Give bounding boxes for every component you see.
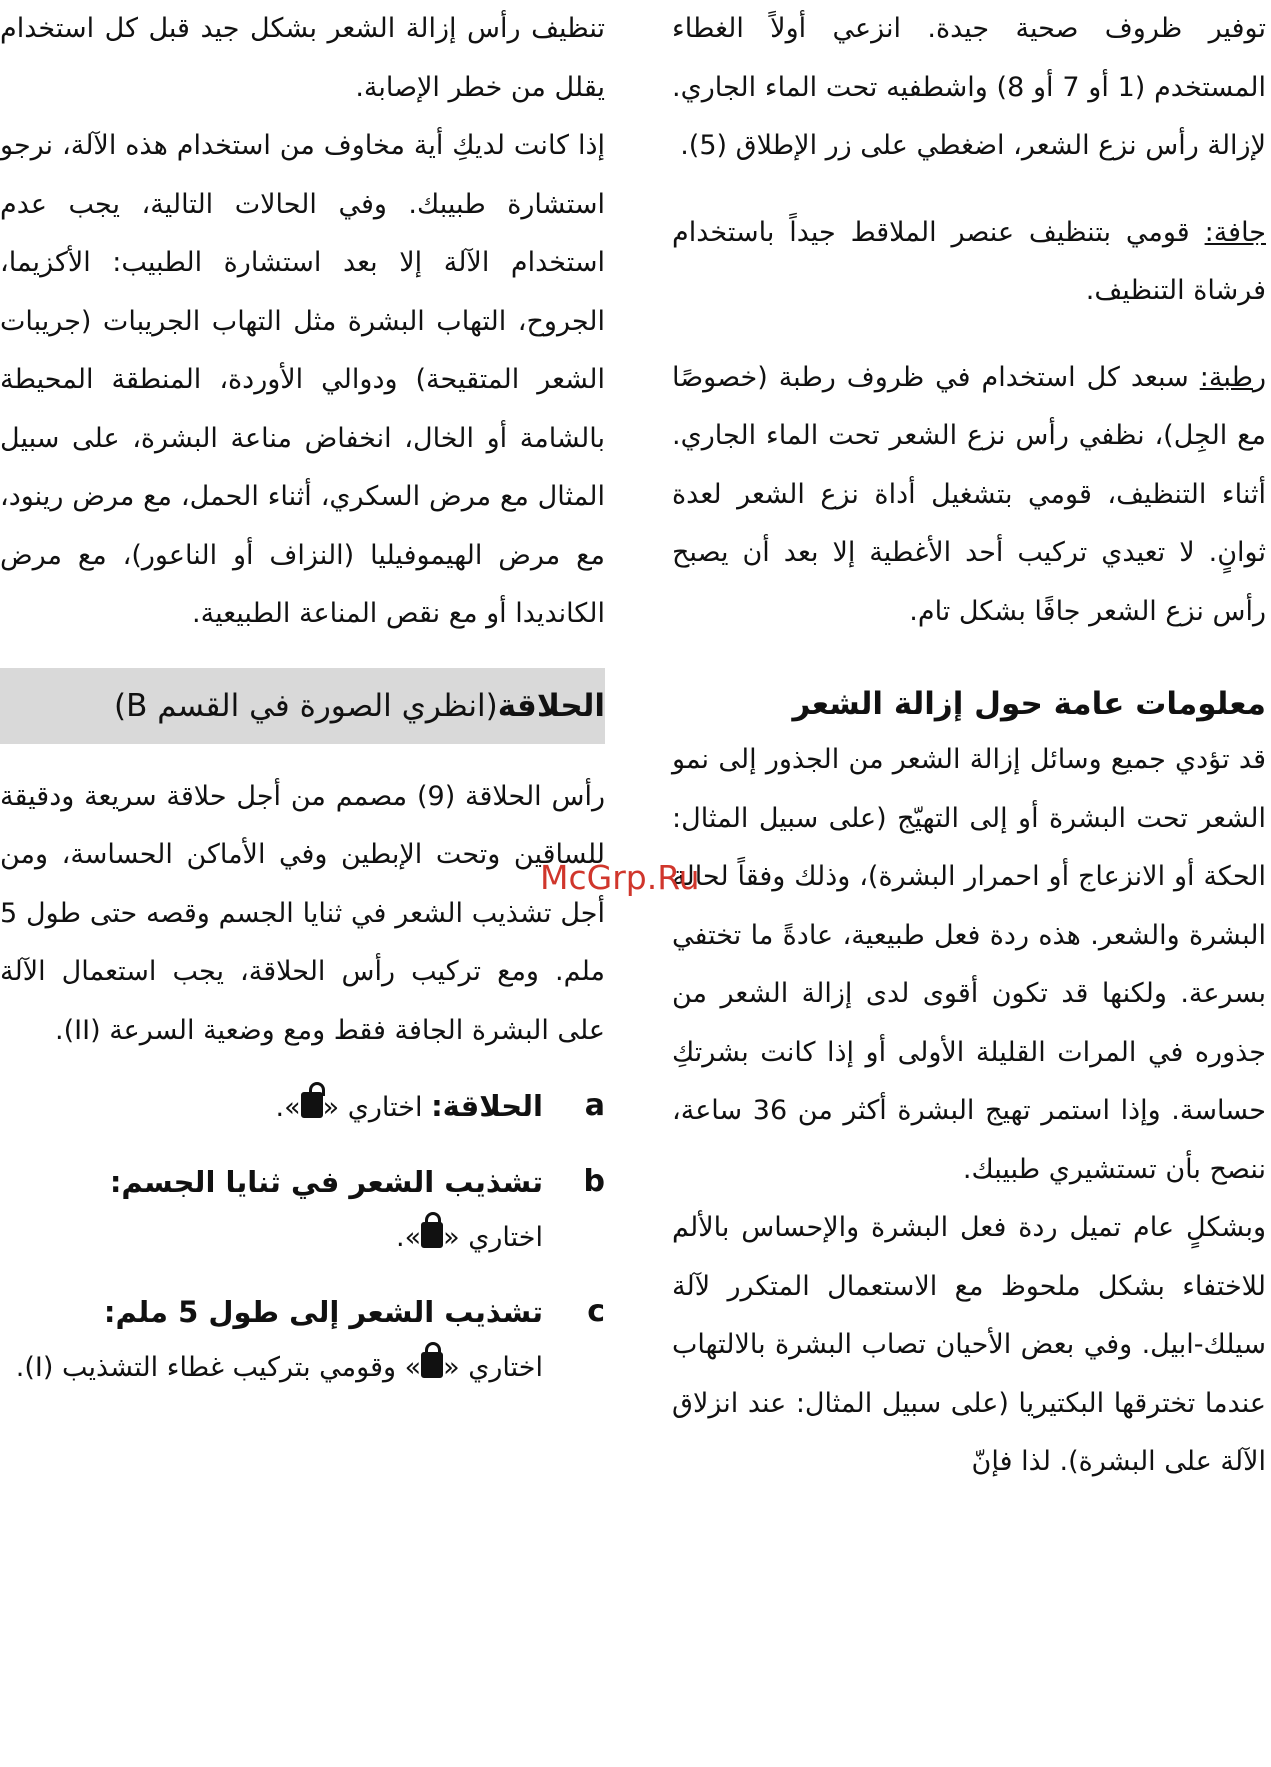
shaving-title: الحلاقة — [497, 687, 605, 724]
shaving-note: (انظري الصورة في القسم B) — [113, 687, 498, 724]
medical-advice-paragraph: إذا كانت لديكِ أية مخاوف من استخدام هذه الآلة، نرجو استشارة طبيبك. وفي الحالات التالية، يجب عدم استخدام الآلة إلا بعد استشارة الطبيب: الأكزيما، الجروح، التهاب البشرة مثل التهاب الجريبات (جريبات الشعر المتقيحة) ودوالي الأوردة، المنطقة المحيطة بالشامة أو الخال، انخفاض مناعة البشرة، على سبيل المثال مع مرض السكري، أثناء الحمل، مع مرض رينود، مع مرض الهيموفيليا (النزاف أو الناعور)، مع مرض الكانديدا أو مع نقص المناعة الطبيعية. — [0, 130, 605, 629]
item-letter: b — [583, 1164, 605, 1199]
item-title: تشذيب الشعر إلى طول 5 ملم: — [103, 1295, 543, 1329]
shaving-section-bar — [0, 668, 605, 744]
item-text-end: » وقومي بتركيب غطاء التشذيب (I). — [15, 1352, 422, 1383]
left-column — [0, 0, 605, 1396]
hygiene-paragraph: تنظيف رأس إزالة الشعر بشكل جيد قبل كل استخدام يقلل من خطر الإصابة. — [0, 13, 605, 103]
dry-label: جافة: — [1204, 216, 1266, 248]
item-text-end: ». — [275, 1092, 301, 1123]
shaving-paragraph: رأس الحلاقة (9) مصمم من أجل حلاقة سريعة ودقيقة للساقين وتحت الإبطين وفي الأماكن الحساسة، ومن أجل تشذيب الشعر في ثنايا الجسم وقصه حتى طول 5 ملم. ومع تركيب رأس الحلاقة، يجب استعمال الآلة على البشرة الجافة فقط ومع وضعية السرعة (II). — [0, 780, 605, 1046]
cleaning-paragraph: توفير ظروف صحية جيدة. انزعي أولاً الغطاء المستخدم (1 أو 7 أو 8) واشطفيه تحت الماء الجاري. لإزالة رأس نزع الشعر، اضغطي على زر الإطلاق (5). — [672, 13, 1266, 161]
item-text: اختاري « — [322, 1092, 432, 1123]
item-letter: c — [587, 1294, 605, 1329]
lock-icon — [421, 1352, 443, 1378]
wet-label: رطبة: — [1199, 361, 1266, 393]
list-item — [0, 1078, 605, 1136]
list-item — [0, 1154, 605, 1266]
dry-text: قومي بتنظيف عنصر الملاقط جيداً باستخدام فرشاة التنظيف. — [672, 216, 1266, 306]
dry-cleaning-paragraph — [672, 204, 1266, 321]
item-letter: a — [584, 1088, 605, 1123]
item-title: تشذيب الشعر في ثنايا الجسم: — [109, 1165, 543, 1199]
watermark: McGrp.Ru — [540, 858, 700, 897]
item-text: اختاري « — [443, 1352, 543, 1383]
lock-icon — [421, 1222, 443, 1248]
general-info-paragraph-2: وبشكلٍ عام تميل ردة فعل البشرة والإحساس بالألم للاختفاء بشكل ملحوظ مع الاستعمال المتكرر لآلة سيلك-ابيل. وفي بعض الأحيان تصاب البشرة بالالتهاب عندما تخترقها البكتيريا (على سبيل المثال: عند انزلاق الآلة على البشرة). لذا فإنّ — [672, 1212, 1266, 1477]
wet-cleaning-paragraph — [672, 349, 1266, 642]
item-title: الحلاقة: — [431, 1089, 543, 1123]
right-column — [672, 0, 1266, 1492]
general-info-heading: معلومات عامة حول إزالة الشعر — [792, 686, 1266, 722]
general-info-paragraph: قد تؤدي جميع وسائل إزالة الشعر من الجذور إلى نمو الشعر تحت البشرة أو إلى التهيّج (على سبيل المثال: الحكة أو الانزعاج أو احمرار البشرة)، وذلك وفقاً لحالة البشرة والشعر. هذه ردة فعل طبيعية، عادةً ما تختفي بسرعة. ولكنها قد تكون أقوى لدى إزالة الشعر من جذوره في المرات القليلة الأولى أو إذا كانت بشرتكِ حساسة. وإذا استمر تهيج البشرة أكثر من 36 ساعة، ننصح بأن تستشيري طبيبك. — [672, 744, 1266, 1185]
wet-text: سبعد كل استخدام في ظروف رطبة (خصوصًا مع الجِل)، نظفي رأس نزع الشعر تحت الماء الجاري. أثناء التنظيف، قومي بتشغيل أداة نزع الشعر لعدة ثوانٍ. لا تعيدي تركيب أحد الأغطية إلا بعد أن يصبح رأس نزع الشعر جافًا بشكل تام. — [672, 361, 1266, 627]
unlock-icon — [301, 1092, 323, 1118]
item-text: اختاري « — [443, 1222, 543, 1253]
item-text-end: ». — [396, 1222, 422, 1253]
list-item — [0, 1284, 605, 1396]
